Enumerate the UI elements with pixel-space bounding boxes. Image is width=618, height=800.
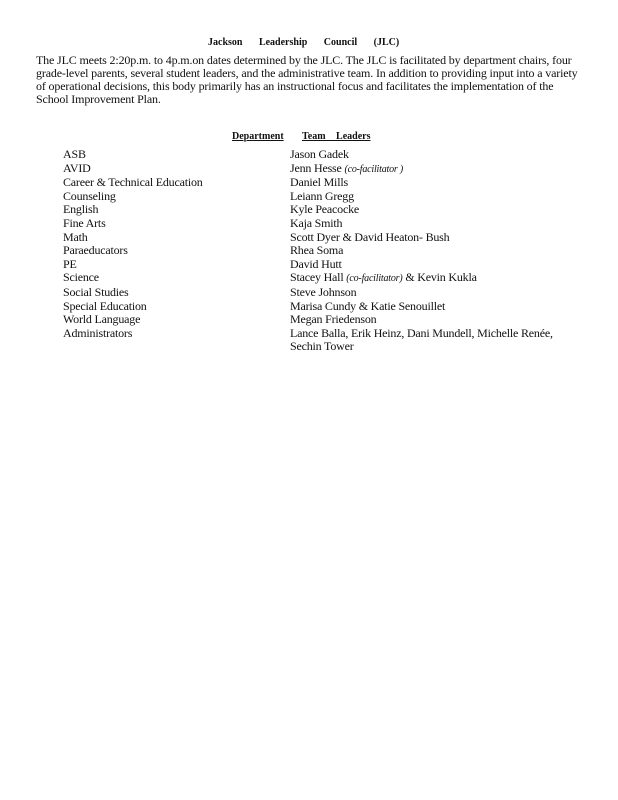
team-leader-names: Scott Dyer & David Heaton- Bush	[290, 229, 450, 244]
team-leader-cell	[290, 162, 560, 177]
team-leader-cell	[290, 217, 560, 231]
table-row	[63, 313, 583, 327]
team-leader-names: Kaja Smith	[290, 215, 343, 230]
team-leader-cell	[290, 244, 560, 258]
team-leader-cell	[290, 203, 560, 217]
table-row	[63, 286, 583, 300]
department-name: English	[63, 202, 99, 217]
page-title: Jackson Leadership Council (JLC)	[208, 37, 400, 48]
department-column-header: Department	[232, 131, 284, 142]
team-leader-names: Jason Gadek	[290, 147, 349, 161]
team-leader-names: Lance Balla, Erik Heinz, Dani Mundell, Michelle Renée, Sechin Tower	[290, 325, 553, 354]
department-name: ASB	[63, 147, 86, 161]
table-row	[63, 258, 583, 272]
team-leader-names: Steve Johnson	[290, 284, 357, 299]
team-leader-names: Marisa Cundy & Katie Senouillet	[290, 298, 446, 313]
team-leader-cell	[290, 271, 560, 286]
team-leader-names: Rhea Soma	[290, 243, 344, 258]
team-leader-cell	[290, 148, 560, 162]
team-leader-names: Megan Friedenson	[290, 312, 377, 327]
department-name: Paraeducators	[63, 243, 128, 258]
table-row	[63, 217, 583, 231]
intro-text: The JLC meets 2:20p.m. to 4p.m.on dates determined by the JLC. The JLC is facilitated by department chairs, four grade-level parents, several student leaders, and the administrative team. In addition to providing input into a variety of operational decisions, this body primarily has an instructional focus and facilitates the implementation of the School Improvement Plan.	[36, 53, 578, 106]
team-leader-names: Kyle Peacocke	[290, 202, 360, 217]
team-leader-names: Daniel Mills	[290, 175, 348, 190]
co-facilitator-note: (co-facilitator )	[344, 163, 403, 175]
table-row	[63, 300, 583, 314]
department-name: Special Education	[63, 298, 147, 313]
intro-paragraph	[36, 54, 581, 106]
department-name: Career & Technical Education	[63, 175, 203, 190]
department-name: World Language	[63, 312, 141, 327]
table-row	[63, 148, 583, 162]
additional-leader: & Kevin Kukla	[405, 270, 477, 285]
team-leader-names: Stacey Hall	[290, 270, 344, 285]
team-leader-cell	[290, 327, 560, 354]
team-leader-names: Jenn Hesse	[290, 160, 342, 175]
department-name: PE	[63, 256, 77, 271]
table-row	[63, 271, 583, 286]
team-leaders-column-header: Team Leaders	[302, 131, 371, 142]
department-name: Counseling	[63, 188, 116, 203]
team-leader-names: David Hutt	[290, 256, 342, 271]
table-row	[63, 162, 583, 177]
table-row	[63, 231, 583, 245]
team-leader-cell	[290, 286, 560, 300]
department-name: Administrators	[63, 325, 133, 340]
leaders-table	[63, 148, 583, 354]
team-leader-names: Leiann Gregg	[290, 188, 354, 203]
team-leader-cell	[290, 300, 560, 314]
team-leader-cell	[290, 176, 560, 190]
department-name: Math	[63, 229, 88, 244]
department-name: Fine Arts	[63, 215, 106, 230]
table-row	[63, 327, 583, 354]
table-row	[63, 176, 583, 190]
team-leader-cell	[290, 231, 560, 245]
team-leader-cell	[290, 190, 560, 204]
department-name: AVID	[63, 160, 91, 175]
team-leader-cell	[290, 313, 560, 327]
team-leader-cell	[290, 258, 560, 272]
department-name: Science	[63, 270, 99, 285]
co-facilitator-note: (co-facilitator)	[346, 273, 403, 285]
table-row	[63, 203, 583, 217]
table-row	[63, 244, 583, 258]
department-name: Social Studies	[63, 284, 129, 299]
table-row	[63, 190, 583, 204]
